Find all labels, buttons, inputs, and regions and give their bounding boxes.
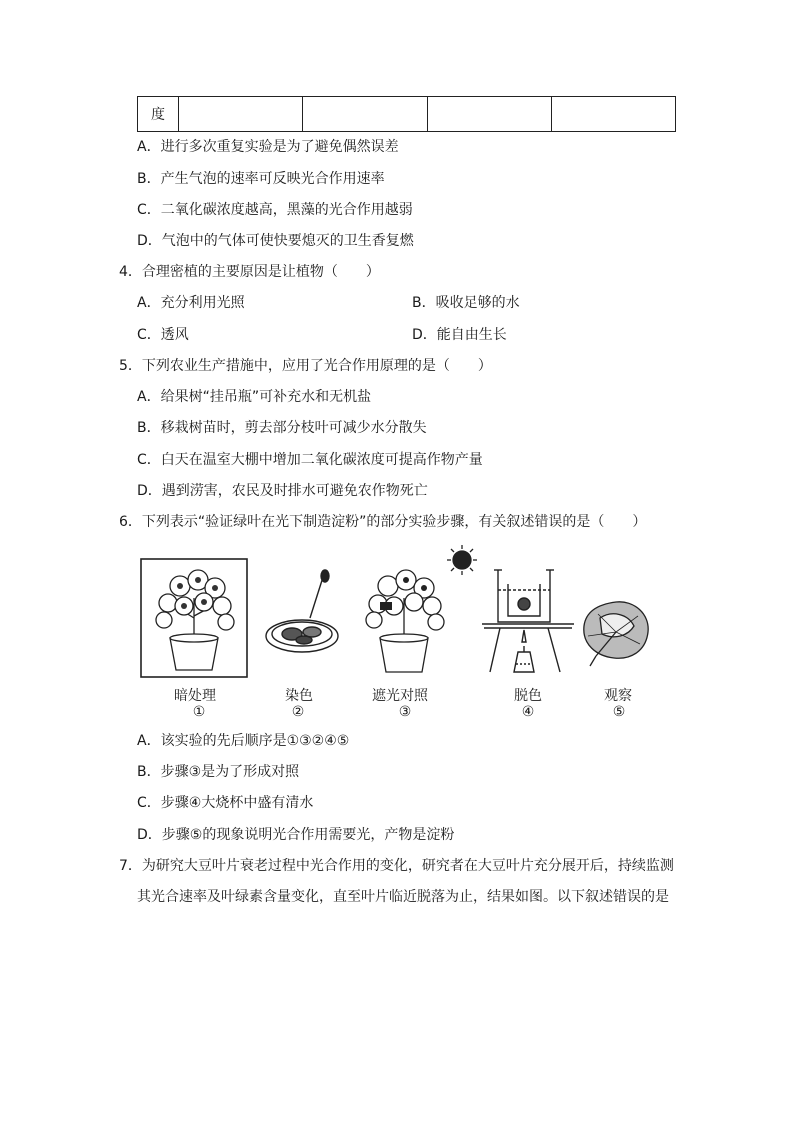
q5-option-a: A．给果树“挂吊瓶”可补充水和无机盐 <box>137 389 372 405</box>
q3-option-a: A．进行多次重复实验是为了避免偶然误差 <box>137 139 399 155</box>
table-cell <box>427 97 551 132</box>
q6-option-b: B．步骤③是为了形成对照 <box>137 764 300 780</box>
q7-stem-line1: 7．为研究大豆叶片衰老过程中光合作用的变化，研究者在大豆叶片充分展开后，持续监测 <box>119 858 674 874</box>
figure-number: ② <box>291 704 305 720</box>
table-cell <box>303 97 427 132</box>
q4-option-b: B．吸收足够的水 <box>412 295 520 311</box>
staining-figure <box>262 568 342 660</box>
table-row <box>138 97 676 132</box>
figure-number: ③ <box>398 704 412 720</box>
q7-stem-line2: 其光合速率及叶绿素含量变化，直至叶片临近脱落为止，结果如图。以下叙述错误的是 <box>137 889 669 905</box>
dark-treatment-figure <box>140 558 248 678</box>
figure-caption: 染色 <box>285 688 313 704</box>
q5-option-c: C．白天在温室大棚中增加二氧化碳浓度可提高作物产量 <box>137 452 483 468</box>
q3-option-c: C．二氧化碳浓度越高，黑藻的光合作用越弱 <box>137 202 413 218</box>
table-cell <box>179 97 303 132</box>
table-cell <box>551 97 675 132</box>
q5-option-d: D．遇到涝害，农民及时排水可避免农作物死亡 <box>137 483 428 499</box>
decolorization-figure <box>478 566 578 676</box>
figure-caption: 暗处理 <box>174 688 216 704</box>
table-cell: 度 <box>138 97 179 132</box>
figure-number: ⑤ <box>612 704 626 720</box>
shading-control-figure <box>358 544 488 678</box>
observation-leaf-figure <box>578 596 654 668</box>
q4-option-a: A．充分利用光照 <box>137 295 245 311</box>
q5-option-b: B．移栽树苗时，剪去部分枝叶可减少水分散失 <box>137 420 427 436</box>
q6-option-d: D．步骤⑤的现象说明光合作用需要光，产物是淀粉 <box>137 827 455 843</box>
q6-stem: 6．下列表示“验证绿叶在光下制造淀粉”的部分实验步骤，有关叙述错误的是（ ） <box>119 514 647 530</box>
q4-option-c: C．透风 <box>137 327 189 343</box>
q6-option-c: C．步骤④大烧杯中盛有清水 <box>137 795 314 811</box>
data-table-fragment <box>137 96 676 132</box>
q6-option-a: A．该实验的先后顺序是①③②④⑤ <box>137 733 350 749</box>
figure-number: ④ <box>521 704 535 720</box>
figure-number: ① <box>192 704 206 720</box>
figure-caption: 遮光对照 <box>372 688 428 704</box>
q3-option-b: B．产生气泡的速率可反映光合作用速率 <box>137 171 385 187</box>
q4-stem: 4．合理密植的主要原因是让植物（ ） <box>119 264 380 280</box>
figure-caption: 观察 <box>604 688 632 704</box>
q3-option-d: D．气泡中的气体可使快要熄灭的卫生香复燃 <box>137 233 414 249</box>
figure-caption: 脱色 <box>514 688 542 704</box>
q4-option-d: D．能自由生长 <box>412 327 507 343</box>
q5-stem: 5．下列农业生产措施中，应用了光合作用原理的是（ ） <box>119 358 492 374</box>
